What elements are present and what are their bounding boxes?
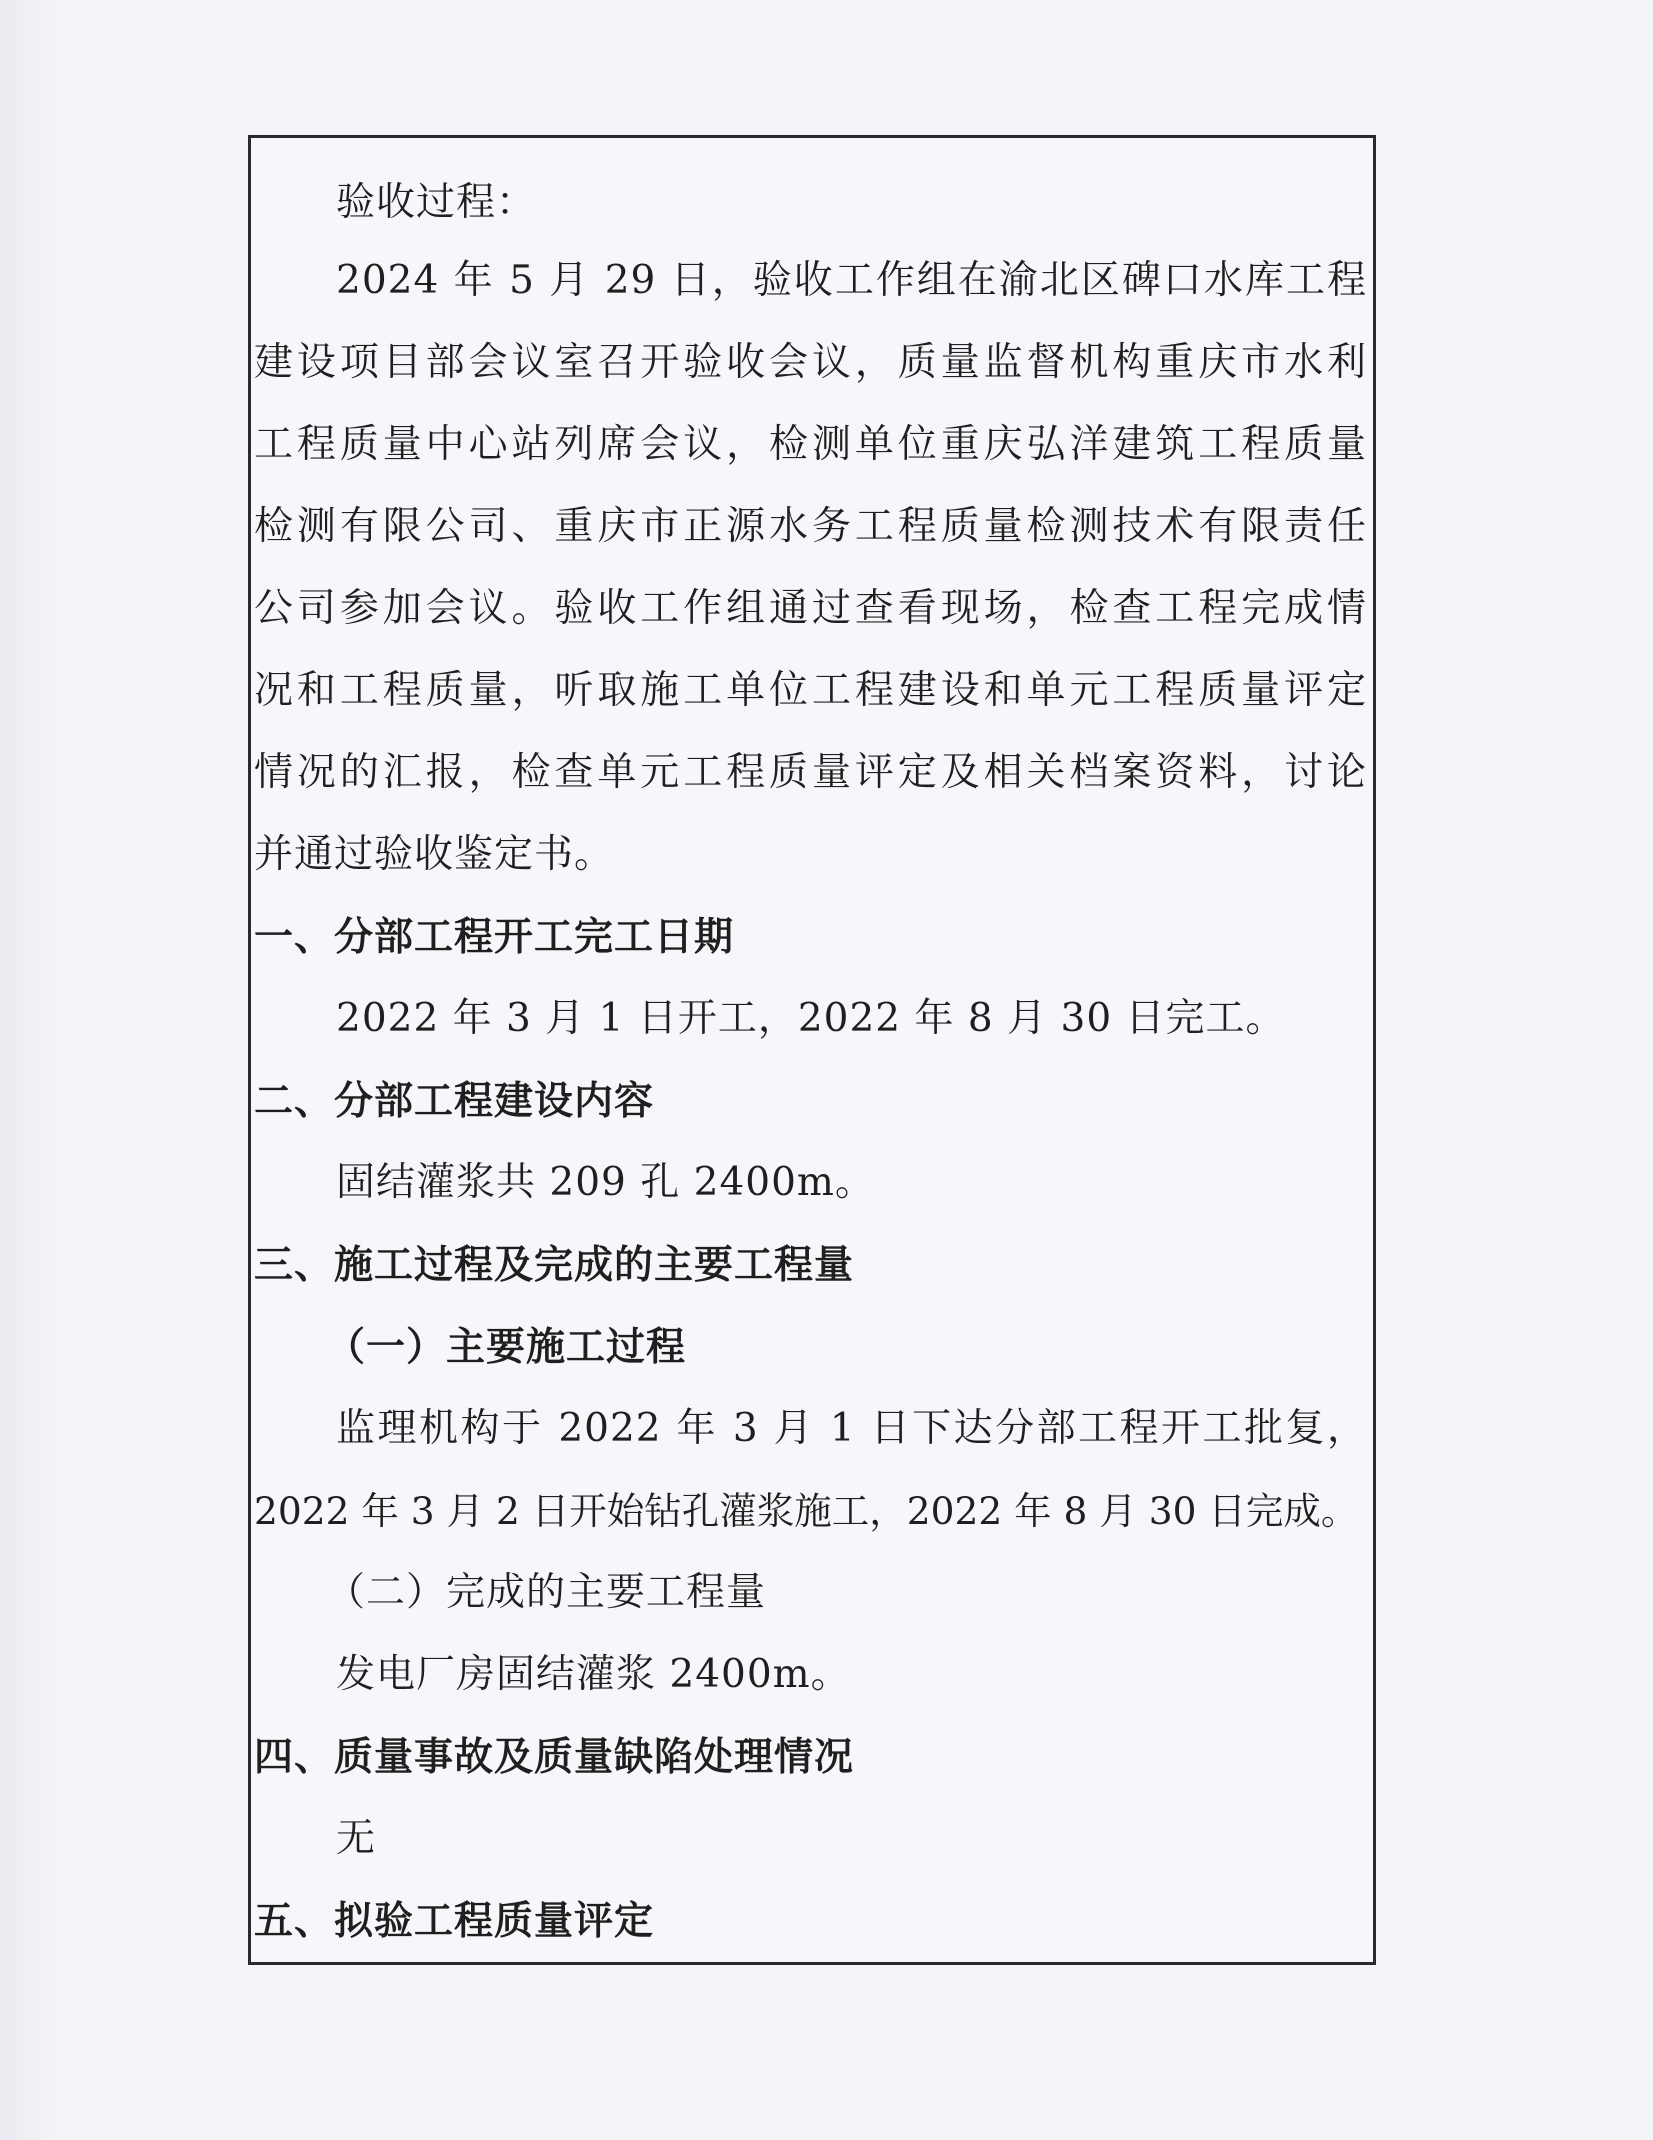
section4-heading: 四、质量事故及质量缺陷处理情况 (254, 1734, 855, 1780)
process-line-8: 并通过验收鉴定书。 (254, 832, 615, 877)
process-line-5: 公司参加会议。验收工作组通过查看现场，检查工程完成情 (254, 586, 1367, 631)
section3-sub1-line-2: 2022 年 3 月 2 日开始钻孔灌浆施工，2022 年 8 月 30 日完成。 (254, 1489, 1359, 1533)
process-line-3: 工程质量中心站列席会议，检测单位重庆弘洋建筑工程质量 (254, 422, 1367, 467)
process-line-6: 况和工程质量，听取施工单位工程建设和单元工程质量评定 (254, 668, 1367, 713)
process-line-7: 情况的汇报，检查单元工程质量评定及相关档案资料，讨论 (254, 750, 1367, 795)
section5-heading: 五、拟验工程质量评定 (254, 1898, 655, 1944)
section3-sub2-heading: （二）完成的主要工程量 (326, 1570, 767, 1615)
section2-text: 固结灌浆共 209 孔 2400m。 (336, 1160, 875, 1205)
document-frame (248, 135, 1376, 1965)
page-edge-shadow (0, 0, 60, 2140)
section3-sub1-line-1: 监理机构于 2022 年 3 月 1 日下达分部工程开工批复， (336, 1406, 1367, 1451)
process-line-1: 2024 年 5 月 29 日，验收工作组在渝北区碑口水库工程 (336, 258, 1367, 303)
process-label: 验收过程： (336, 180, 537, 225)
section4-text: 无 (336, 1816, 377, 1861)
section3-sub2-text: 发电厂房固结灌浆 2400m。 (336, 1652, 851, 1697)
process-line-2: 建设项目部会议室召开验收会议，质量监督机构重庆市水利 (254, 340, 1367, 385)
section2-heading: 二、分部工程建设内容 (254, 1078, 655, 1124)
section3-sub1-heading: （一）主要施工过程 (326, 1324, 687, 1370)
process-line-4: 检测有限公司、重庆市正源水务工程质量检测技术有限责任 (254, 504, 1367, 549)
section3-heading: 三、施工过程及完成的主要工程量 (254, 1242, 855, 1288)
section1-text: 2022 年 3 月 1 日开工，2022 年 8 月 30 日完工。 (336, 996, 1286, 1041)
section1-heading: 一、分部工程开工完工日期 (254, 914, 735, 960)
